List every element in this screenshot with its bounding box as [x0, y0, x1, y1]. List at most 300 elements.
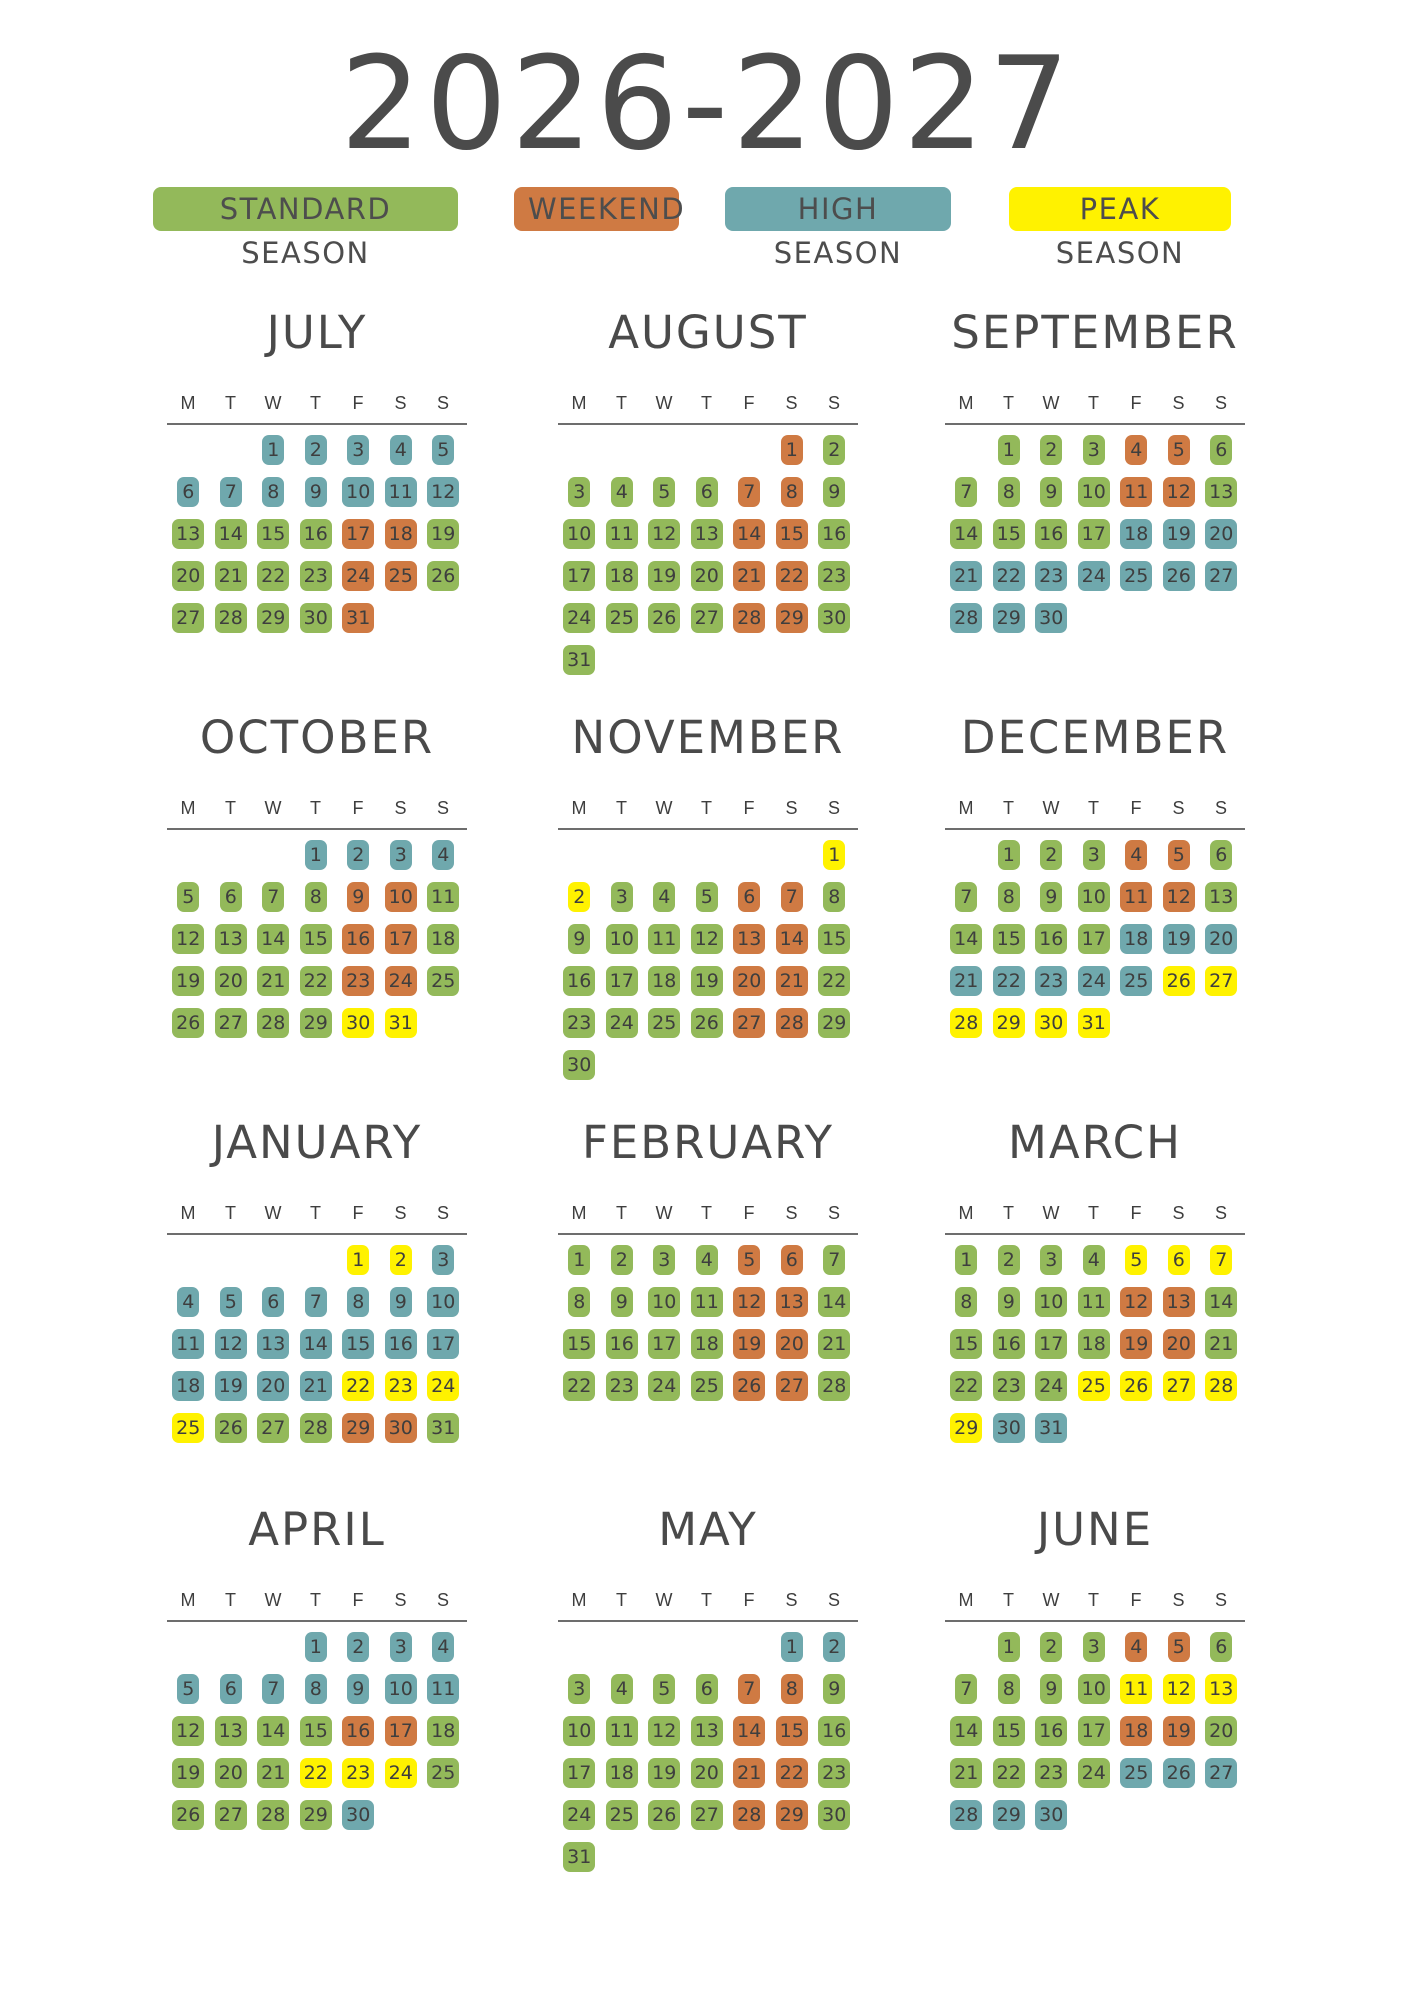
day-standard: 26 [172, 1008, 204, 1038]
day-standard: 14 [257, 1716, 289, 1746]
day-peak: 27 [1205, 966, 1237, 996]
header-divider [167, 1620, 467, 1622]
weekday-label: M [571, 393, 587, 413]
day-high: 11 [172, 1329, 204, 1359]
day-weekend: 15 [776, 519, 808, 549]
weekday-label: W [1042, 393, 1060, 413]
day-standard: 4 [611, 477, 633, 507]
day-standard: 21 [257, 966, 289, 996]
day-standard: 22 [950, 1371, 982, 1401]
day-weekend: 28 [776, 1008, 808, 1038]
weekday-header [167, 388, 497, 418]
day-weekend: 1 [781, 435, 803, 465]
day-high: 12 [427, 477, 459, 507]
day-standard: 2 [998, 1245, 1020, 1275]
day-standard: 1 [998, 840, 1020, 870]
weekday-label: S [1214, 1590, 1227, 1610]
day-standard: 9 [1040, 477, 1062, 507]
day-high: 26 [1163, 561, 1195, 591]
day-standard: 13 [215, 924, 247, 954]
day-high: 27 [1205, 561, 1237, 591]
day-high: 11 [385, 477, 417, 507]
weekday-label: T [701, 393, 712, 413]
weekday-header [558, 1198, 888, 1228]
day-high: 8 [305, 1674, 327, 1704]
day-standard: 24 [1078, 1758, 1110, 1788]
header-divider [558, 1620, 858, 1622]
weekday-label: M [958, 1203, 974, 1223]
day-weekend: 22 [776, 561, 808, 591]
day-high: 20 [1205, 924, 1237, 954]
weekday-label: F [1130, 393, 1142, 413]
day-weekend: 20 [776, 1329, 808, 1359]
day-high: 22 [993, 561, 1025, 591]
day-standard: 6 [1210, 840, 1232, 870]
day-weekend: 6 [738, 882, 760, 912]
weekday-header [945, 1585, 1275, 1615]
weekday-label: S [827, 1203, 840, 1223]
day-weekend: 10 [385, 882, 417, 912]
day-standard: 3 [568, 477, 590, 507]
weekday-label: W [264, 1590, 282, 1610]
legend-high-season: HIGH SEASON [725, 187, 951, 231]
day-standard: 20 [215, 966, 247, 996]
weekday-label: F [1130, 798, 1142, 818]
day-high: 19 [1163, 519, 1195, 549]
day-weekend: 13 [733, 924, 765, 954]
day-peak: 25 [1078, 1371, 1110, 1401]
day-weekend: 4 [1125, 435, 1147, 465]
day-standard: 18 [427, 1716, 459, 1746]
day-standard: 14 [950, 924, 982, 954]
day-high: 10 [342, 477, 374, 507]
month-december [945, 710, 1275, 1034]
day-standard: 16 [606, 1329, 638, 1359]
day-standard: 7 [262, 882, 284, 912]
day-standard: 25 [427, 966, 459, 996]
weekday-label: S [436, 798, 449, 818]
day-standard: 24 [606, 1008, 638, 1038]
day-peak: 12 [1163, 1674, 1195, 1704]
day-weekend: 18 [385, 519, 417, 549]
day-standard: 25 [606, 1800, 638, 1830]
day-standard: 2 [611, 1245, 633, 1275]
weekday-label: S [785, 1203, 798, 1223]
day-weekend: 5 [1168, 435, 1190, 465]
weekday-label: W [264, 393, 282, 413]
day-standard: 23 [300, 561, 332, 591]
weekday-header [558, 793, 888, 823]
day-high: 12 [215, 1329, 247, 1359]
day-standard: 20 [215, 1758, 247, 1788]
day-standard: 8 [998, 1674, 1020, 1704]
month-july [167, 305, 497, 629]
day-standard: 2 [1040, 1632, 1062, 1662]
day-standard: 24 [1035, 1371, 1067, 1401]
weekday-label: S [827, 798, 840, 818]
day-standard: 28 [300, 1413, 332, 1443]
weekday-label: F [743, 798, 755, 818]
weekday-label: S [436, 1203, 449, 1223]
day-standard: 15 [563, 1329, 595, 1359]
month-name: NOVEMBER [571, 711, 845, 764]
month-march [945, 1115, 1275, 1439]
day-high: 28 [950, 1800, 982, 1830]
day-weekend: 15 [776, 1716, 808, 1746]
weekday-header [945, 388, 1275, 418]
day-standard: 25 [427, 1758, 459, 1788]
day-peak: 25 [172, 1413, 204, 1443]
day-weekend: 12 [1120, 1287, 1152, 1317]
day-standard: 1 [955, 1245, 977, 1275]
day-standard: 13 [1205, 882, 1237, 912]
month-january [167, 1115, 497, 1439]
day-standard: 16 [1035, 924, 1067, 954]
day-standard: 8 [823, 882, 845, 912]
weekday-label: F [352, 1203, 364, 1223]
day-peak: 23 [342, 1758, 374, 1788]
month-name: OCTOBER [199, 711, 435, 764]
day-standard: 2 [823, 435, 845, 465]
weekday-label: T [1088, 393, 1099, 413]
day-weekend: 5 [1168, 1632, 1190, 1662]
day-weekend: 5 [1168, 840, 1190, 870]
day-high: 21 [950, 966, 982, 996]
day-standard: 9 [568, 924, 590, 954]
day-standard: 19 [172, 1758, 204, 1788]
day-peak: 29 [950, 1413, 982, 1443]
day-standard: 28 [818, 1371, 850, 1401]
day-high: 8 [262, 477, 284, 507]
weekday-label: W [655, 798, 673, 818]
month-name: APRIL [248, 1503, 386, 1556]
day-high: 2 [347, 840, 369, 870]
header-divider [945, 423, 1245, 425]
day-weekend: 8 [781, 477, 803, 507]
day-weekend: 30 [385, 1413, 417, 1443]
weekday-header [945, 1198, 1275, 1228]
day-weekend: 28 [733, 603, 765, 633]
day-peak: 11 [1120, 1674, 1152, 1704]
day-weekend: 18 [1120, 1716, 1152, 1746]
day-standard: 21 [818, 1329, 850, 1359]
day-weekend: 16 [342, 1716, 374, 1746]
weekday-label: W [655, 1590, 673, 1610]
day-peak: 22 [342, 1371, 374, 1401]
day-weekend: 26 [733, 1371, 765, 1401]
day-peak: 2 [390, 1245, 412, 1275]
day-standard: 13 [172, 519, 204, 549]
day-weekend: 19 [1120, 1329, 1152, 1359]
day-weekend: 20 [1163, 1329, 1195, 1359]
day-weekend: 7 [781, 882, 803, 912]
day-standard: 27 [215, 1800, 247, 1830]
month-february [558, 1115, 888, 1415]
day-peak: 1 [347, 1245, 369, 1275]
weekday-label: T [225, 798, 236, 818]
weekday-label: T [1088, 798, 1099, 818]
day-weekend: 6 [781, 1245, 803, 1275]
day-high: 10 [385, 1674, 417, 1704]
day-standard: 26 [215, 1413, 247, 1443]
day-standard: 16 [993, 1329, 1025, 1359]
day-standard: 14 [1205, 1287, 1237, 1317]
day-standard: 25 [691, 1371, 723, 1401]
day-standard: 21 [215, 561, 247, 591]
day-weekend: 31 [342, 603, 374, 633]
day-high: 30 [1035, 1800, 1067, 1830]
day-standard: 9 [998, 1287, 1020, 1317]
day-high: 7 [220, 477, 242, 507]
day-standard: 15 [993, 1716, 1025, 1746]
day-standard: 30 [563, 1050, 595, 1080]
day-weekend: 17 [385, 924, 417, 954]
day-high: 29 [993, 603, 1025, 633]
day-weekend: 24 [385, 966, 417, 996]
day-standard: 27 [257, 1413, 289, 1443]
day-weekend: 29 [342, 1413, 374, 1443]
day-standard: 31 [563, 1842, 595, 1872]
header-divider [945, 828, 1245, 830]
day-standard: 7 [955, 1674, 977, 1704]
day-high: 31 [1035, 1413, 1067, 1443]
day-standard: 10 [1078, 477, 1110, 507]
day-standard: 16 [1035, 1716, 1067, 1746]
day-standard: 3 [611, 882, 633, 912]
day-standard: 6 [696, 1674, 718, 1704]
day-standard: 30 [818, 603, 850, 633]
day-weekend: 24 [342, 561, 374, 591]
day-standard: 20 [172, 561, 204, 591]
day-standard: 18 [606, 1758, 638, 1788]
day-standard: 26 [648, 1800, 680, 1830]
day-weekend: 27 [733, 1008, 765, 1038]
day-standard: 23 [563, 1008, 595, 1038]
day-standard: 8 [955, 1287, 977, 1317]
day-standard: 26 [691, 1008, 723, 1038]
day-standard: 7 [955, 882, 977, 912]
day-weekend: 14 [733, 1716, 765, 1746]
day-standard: 20 [691, 1758, 723, 1788]
day-high: 10 [427, 1287, 459, 1317]
weekday-label: S [827, 1590, 840, 1610]
weekday-label: M [571, 1590, 587, 1610]
day-high: 1 [305, 1632, 327, 1662]
weekday-label: S [1172, 798, 1185, 818]
day-high: 2 [347, 1632, 369, 1662]
month-name: FEBRUARY [581, 1116, 835, 1169]
day-standard: 11 [691, 1287, 723, 1317]
legend-standard-season: STANDARD SEASON [153, 187, 458, 231]
day-high: 8 [347, 1287, 369, 1317]
day-standard: 22 [257, 561, 289, 591]
day-peak: 24 [427, 1371, 459, 1401]
day-standard: 7 [955, 477, 977, 507]
day-high: 30 [993, 1413, 1025, 1443]
month-november [558, 710, 888, 1076]
header-divider [558, 828, 858, 830]
day-standard: 28 [257, 1800, 289, 1830]
weekday-label: T [1003, 1590, 1014, 1610]
weekday-label: M [958, 1590, 974, 1610]
weekday-label: M [180, 393, 196, 413]
day-standard: 8 [305, 882, 327, 912]
day-standard: 29 [300, 1800, 332, 1830]
day-peak: 24 [385, 1758, 417, 1788]
day-high: 24 [1078, 561, 1110, 591]
day-high: 7 [262, 1674, 284, 1704]
day-weekend: 8 [781, 1674, 803, 1704]
day-weekend: 17 [385, 1716, 417, 1746]
day-standard: 1 [998, 1632, 1020, 1662]
day-peak: 29 [993, 1008, 1025, 1038]
day-weekend: 21 [733, 1758, 765, 1788]
weekday-header [558, 388, 888, 418]
day-weekend: 17 [342, 519, 374, 549]
weekday-label: T [616, 393, 627, 413]
weekday-label: T [1003, 393, 1014, 413]
day-peak: 31 [385, 1008, 417, 1038]
weekday-label: M [180, 1203, 196, 1223]
day-weekend: 27 [776, 1371, 808, 1401]
day-peak: 26 [1163, 966, 1195, 996]
day-standard: 25 [648, 1008, 680, 1038]
weekday-label: W [655, 393, 673, 413]
weekday-label: F [743, 1590, 755, 1610]
day-standard: 11 [648, 924, 680, 954]
day-high: 27 [1205, 1758, 1237, 1788]
day-standard: 6 [220, 882, 242, 912]
day-weekend: 4 [1125, 1632, 1147, 1662]
day-high: 4 [432, 840, 454, 870]
day-standard: 14 [950, 1716, 982, 1746]
weekday-header [945, 793, 1275, 823]
day-high: 5 [177, 1674, 199, 1704]
day-high: 2 [305, 435, 327, 465]
day-standard: 18 [427, 924, 459, 954]
weekday-label: T [225, 1203, 236, 1223]
weekday-label: M [958, 393, 974, 413]
day-standard: 15 [300, 1716, 332, 1746]
day-high: 9 [390, 1287, 412, 1317]
day-standard: 9 [823, 1674, 845, 1704]
weekday-label: F [352, 1590, 364, 1610]
weekday-label: S [785, 798, 798, 818]
day-weekend: 29 [776, 603, 808, 633]
day-standard: 3 [653, 1245, 675, 1275]
day-standard: 31 [563, 645, 595, 675]
weekday-label: F [1130, 1590, 1142, 1610]
page-title: 2026-2027 [340, 30, 1074, 179]
day-high: 30 [342, 1800, 374, 1830]
day-standard: 22 [993, 1758, 1025, 1788]
day-weekend: 16 [342, 924, 374, 954]
day-standard: 6 [696, 477, 718, 507]
weekday-label: T [310, 1203, 321, 1223]
day-high: 6 [220, 1674, 242, 1704]
day-weekend: 21 [733, 561, 765, 591]
day-standard: 11 [606, 1716, 638, 1746]
day-peak: 6 [1168, 1245, 1190, 1275]
day-weekend: 13 [1163, 1287, 1195, 1317]
weekday-label: S [436, 1590, 449, 1610]
weekday-header [167, 1198, 497, 1228]
day-standard: 3 [568, 1674, 590, 1704]
day-weekend: 22 [776, 1758, 808, 1788]
day-peak: 31 [1078, 1008, 1110, 1038]
day-standard: 3 [1083, 435, 1105, 465]
day-high: 20 [1205, 519, 1237, 549]
day-high: 1 [262, 435, 284, 465]
day-standard: 9 [611, 1287, 633, 1317]
day-standard: 15 [257, 519, 289, 549]
day-high: 23 [1035, 561, 1067, 591]
weekday-label: S [1172, 1590, 1185, 1610]
day-standard: 19 [648, 561, 680, 591]
day-standard: 12 [648, 519, 680, 549]
day-standard: 23 [606, 1371, 638, 1401]
day-peak: 23 [385, 1371, 417, 1401]
day-standard: 12 [648, 1716, 680, 1746]
month-august [558, 305, 888, 671]
day-standard: 27 [691, 603, 723, 633]
day-high: 4 [432, 1632, 454, 1662]
day-standard: 6 [1210, 435, 1232, 465]
day-weekend: 12 [1163, 477, 1195, 507]
day-standard: 13 [691, 519, 723, 549]
weekday-label: W [264, 798, 282, 818]
day-high: 14 [300, 1329, 332, 1359]
day-standard: 2 [1040, 435, 1062, 465]
day-standard: 17 [563, 561, 595, 591]
weekday-label: S [1214, 393, 1227, 413]
day-high: 21 [950, 561, 982, 591]
day-standard: 9 [823, 477, 845, 507]
day-weekend: 29 [776, 1800, 808, 1830]
day-standard: 15 [818, 924, 850, 954]
month-name: MARCH [1008, 1116, 1182, 1169]
day-standard: 3 [1083, 840, 1105, 870]
weekday-label: S [394, 1203, 407, 1223]
day-high: 9 [305, 477, 327, 507]
weekday-label: M [180, 1590, 196, 1610]
weekday-label: S [1172, 1203, 1185, 1223]
day-standard: 24 [563, 603, 595, 633]
day-standard: 6 [1210, 1632, 1232, 1662]
day-standard: 22 [818, 966, 850, 996]
legend-peak-season: PEAK SEASON [1009, 187, 1231, 231]
weekday-label: F [743, 1203, 755, 1223]
day-standard: 23 [818, 561, 850, 591]
day-standard: 16 [563, 966, 595, 996]
day-standard: 15 [950, 1329, 982, 1359]
weekday-label: T [310, 1590, 321, 1610]
day-standard: 21 [950, 1758, 982, 1788]
weekday-label: T [616, 1203, 627, 1223]
day-standard: 23 [818, 1758, 850, 1788]
day-peak: 26 [1120, 1371, 1152, 1401]
day-weekend: 11 [1120, 882, 1152, 912]
day-standard: 14 [215, 519, 247, 549]
day-high: 4 [390, 435, 412, 465]
day-standard: 17 [1078, 1716, 1110, 1746]
weekday-label: T [1003, 1203, 1014, 1223]
day-standard: 9 [1040, 882, 1062, 912]
day-standard: 19 [648, 1758, 680, 1788]
day-high: 7 [305, 1287, 327, 1317]
day-weekend: 21 [776, 966, 808, 996]
day-weekend: 23 [342, 966, 374, 996]
